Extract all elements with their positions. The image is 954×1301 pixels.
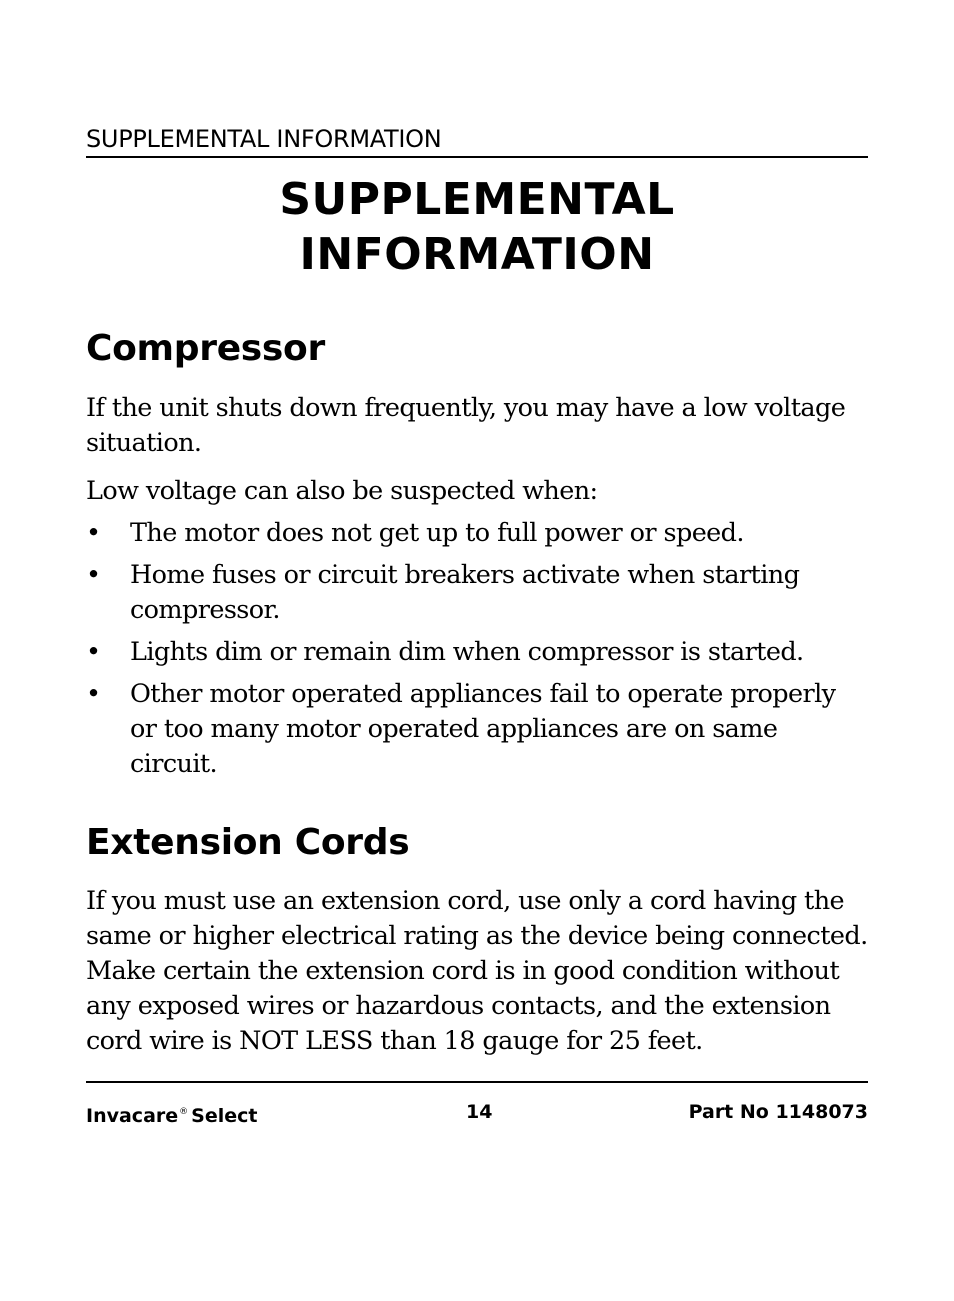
bullet-marker: • — [86, 679, 101, 709]
manual-page — [86, 0, 868, 1301]
bullet-marker: • — [86, 560, 101, 590]
extension-cords-paragraph: If you must use an extension cord, use only a cord having the same or higher electrical rating as the device being connected. Make certain the extension cord is in good condition without any exposed wires or hazardous contacts, and the extension cord wire is NOT LESS than 18 gauge for 25 feet. — [86, 886, 868, 1056]
list-item-text: The motor does not get up to full power or speed. — [130, 518, 744, 548]
list-item — [86, 677, 868, 782]
footer-brand: Invacare — [86, 1105, 179, 1127]
list-item-text: Other motor operated appliances fail to operate properly or too many motor operated appliances are on same circuit. — [130, 679, 836, 779]
footer-divider — [86, 1081, 868, 1083]
footer-product-name: Select — [191, 1105, 258, 1127]
list-item — [86, 635, 868, 670]
list-item-text: Lights dim or remain dim when compressor is started. — [130, 637, 804, 667]
list-item — [86, 516, 868, 551]
running-header: SUPPLEMENTAL INFORMATION — [86, 124, 868, 158]
compressor-heading: Compressor — [86, 328, 325, 369]
list-item — [86, 558, 868, 628]
page-footer — [86, 1098, 868, 1126]
bullet-marker: • — [86, 518, 101, 548]
bullet-marker: • — [86, 637, 101, 667]
footer-page-number: 14 — [466, 1101, 493, 1123]
footer-product — [86, 1098, 257, 1130]
registered-mark: ® — [179, 1107, 189, 1117]
extension-cords-heading: Extension Cords — [86, 822, 410, 863]
page-title — [86, 172, 868, 282]
footer-part-number: Part No 1148073 — [688, 1101, 868, 1123]
list-item-text: Home fuses or circuit breakers activate when starting compressor. — [130, 560, 800, 625]
compressor-paragraph-low-voltage: Low voltage can also be suspected when: — [86, 476, 598, 506]
compressor-paragraph-shutdown: If the unit shuts down frequently, you may have a low voltage situation. — [86, 393, 846, 458]
page-title-line-1: SUPPLEMENTAL — [279, 174, 675, 225]
page-title-line-2: INFORMATION — [299, 229, 655, 280]
low-voltage-symptom-list — [86, 516, 868, 789]
